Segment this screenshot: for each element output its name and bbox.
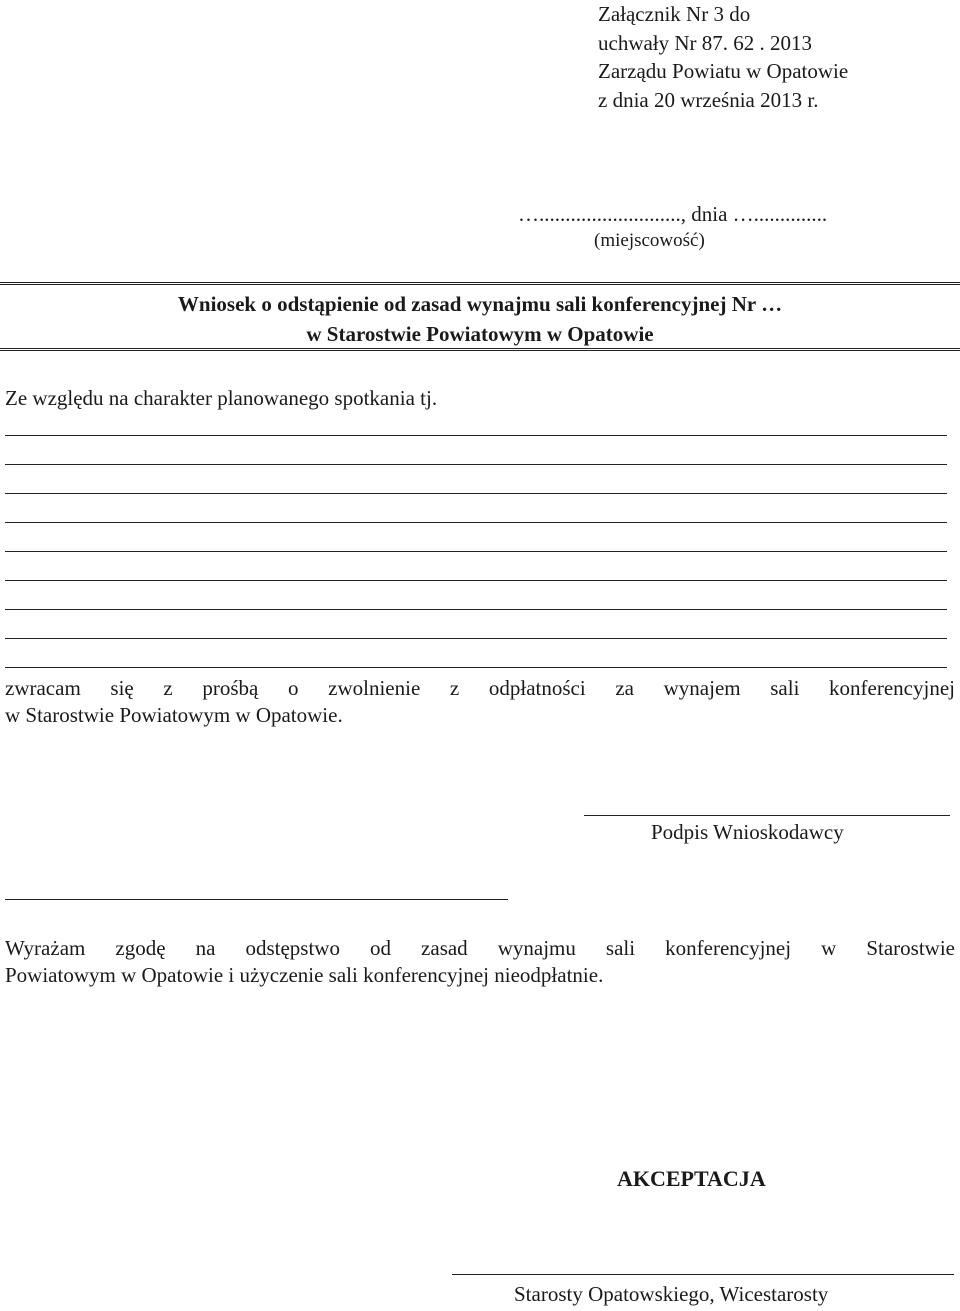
consent-line-1: Wyrażam zgodę na odstępstwo od zasad wynajmu sali konferencyjnej w Starostwie <box>5 936 955 960</box>
title-bottom-rule <box>0 348 960 351</box>
document-title: Wniosek o odstąpienie od zasad wynajmu sali konferencyjnej Nr … <box>177 292 783 316</box>
acceptance-signature-line[interactable] <box>452 1274 954 1275</box>
purpose-fill-line[interactable] <box>5 580 947 581</box>
attachment-line-2: uchwały Nr 87. 62 . 2013 <box>598 30 813 55</box>
acceptance-heading: AKCEPTACJA <box>617 1166 766 1191</box>
acceptance-signatory: Starosty Opatowskiego, Wicestarosty <box>514 1282 829 1306</box>
consent-line-2: Powiatowym w Opatowie i użyczenie sali konferencyjnej nieodpłatnie. <box>5 963 604 987</box>
applicant-signature-caption: Podpis Wnioskodawcy <box>651 820 844 844</box>
attachment-header <box>598 0 848 114</box>
purpose-fill-line[interactable] <box>5 435 947 436</box>
request-line-2: w Starostwie Powiatowym w Opatowie. <box>5 703 343 727</box>
purpose-fill-line[interactable] <box>5 609 947 610</box>
purpose-fill-line[interactable] <box>5 638 947 639</box>
approval-remark-line[interactable] <box>5 899 508 900</box>
attachment-line-4: z dnia 20 września 2013 r. <box>598 87 819 112</box>
purpose-fill-line[interactable] <box>5 551 947 552</box>
purpose-fill-line[interactable] <box>5 667 947 668</box>
request-line-1: zwracam się z prośbą o zwolnienie z odpłatności za wynajem sali konferencyjnej <box>5 676 955 700</box>
purpose-fill-line[interactable] <box>5 493 947 494</box>
attachment-line-1: Załącznik Nr 3 do <box>598 2 751 26</box>
consent-paragraph <box>5 935 955 989</box>
purpose-lead-text: Ze względu na charakter planowanego spotkania tj. <box>5 386 438 410</box>
place-date-line: …..........................., dnia ….............. <box>518 202 828 226</box>
applicant-signature-line[interactable] <box>584 815 950 816</box>
request-paragraph <box>5 675 955 729</box>
attachment-line-3: Zarządu Powiatu w Opatowie <box>598 59 849 83</box>
place-caption: (miejscowość) <box>594 230 705 251</box>
purpose-fill-line[interactable] <box>5 464 947 465</box>
document-subtitle: w Starostwie Powiatowym w Opatowie <box>306 322 654 346</box>
purpose-fill-line[interactable] <box>5 522 947 523</box>
title-top-rule <box>0 282 960 285</box>
